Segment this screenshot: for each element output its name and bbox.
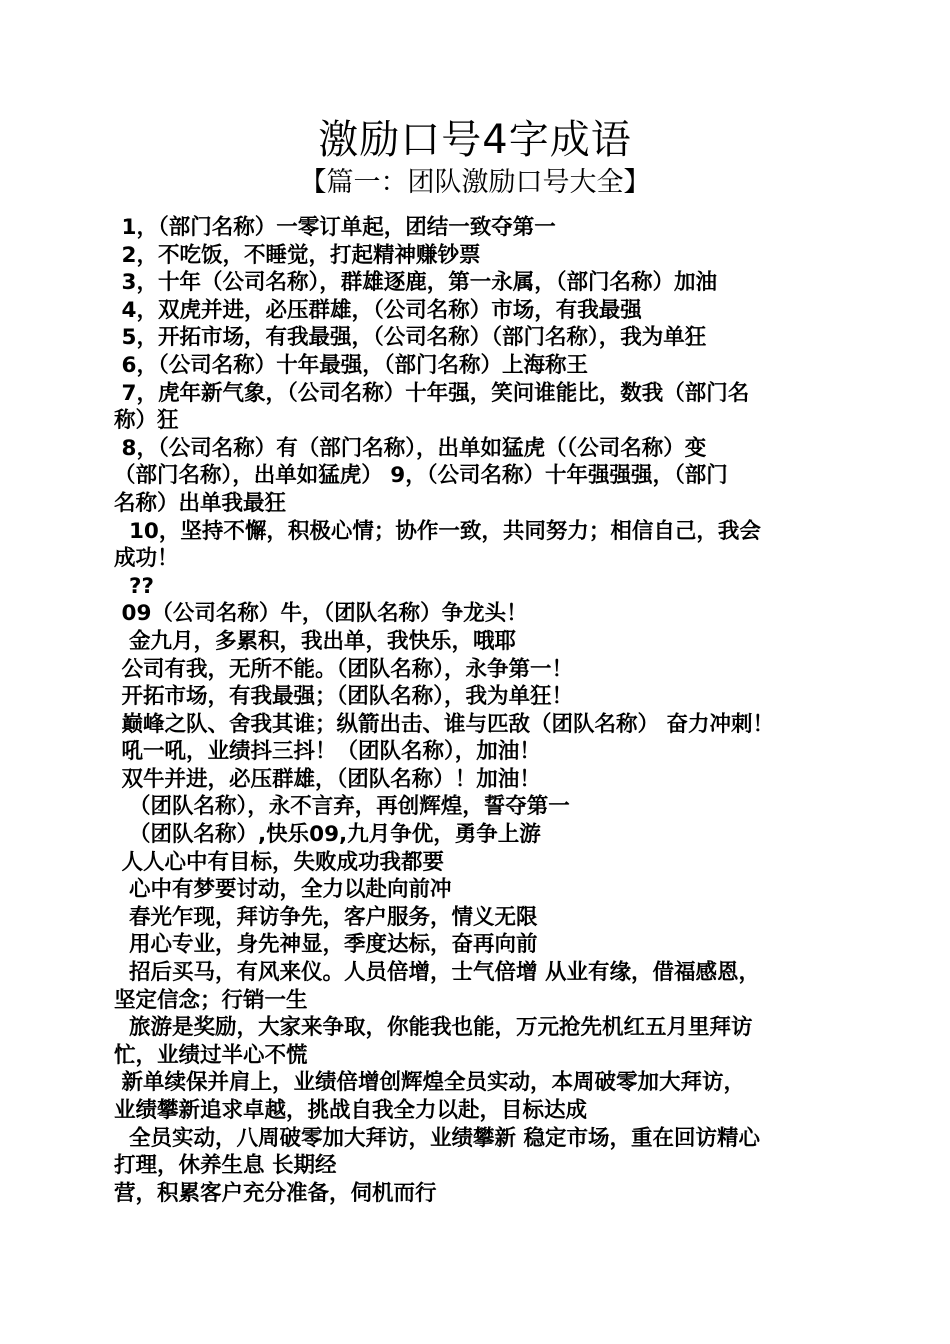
slogan-line: （团队名称），永不言弃，再创辉煌，誓夺第一: [114, 794, 570, 820]
slogan-line: 5，开拓市场，有我最强，（公司名称）（部门名称），我为单狂: [114, 325, 707, 351]
slogan-line: 新单续保并肩上，业绩倍增创辉煌全员实动，本周破零加大拜访，: [114, 1070, 745, 1096]
slogan-line: 全员实动，八周破零加大拜访，业绩攀新 稳定市场，重在回访精心: [114, 1125, 760, 1151]
slogan-line: 招后买马，有风来仪。人员倍增，士气倍增 从业有缘，借福感恩，: [114, 960, 760, 986]
slogan-line: 1，（部门名称）一零订单起，团结一致夺第一: [114, 215, 556, 240]
slogan-line: 公司有我，无所不能。（团队名称），永争第一！: [114, 656, 573, 682]
slogan-line: 忙，业绩过半心不慌: [114, 1042, 308, 1068]
slogan-line: 金九月，多累积，我出单，我快乐，哦耶: [114, 628, 516, 654]
slogan-line: 用心专业，身先神显，季度达标，奋再向前: [114, 932, 538, 958]
slogan-line: 4，双虎并进，必压群雄，（公司名称）市场，有我最强: [114, 297, 642, 323]
slogan-line: 心中有梦要讨动，全力以赴向前冲: [114, 877, 452, 903]
document-subtitle: 【篇一：团队激励口号大全】: [299, 167, 651, 198]
slogan-line: 09（公司名称）牛，（团队名称）争龙头！: [114, 601, 528, 627]
slogan-line: 名称）出单我最狂: [114, 490, 287, 516]
slogan-line: 8，（公司名称）有（部门名称），出单如猛虎（（公司名称）变: [114, 435, 707, 461]
slogan-line: 业绩攀新追求卓越，挑战自我全力以赴，目标达成: [114, 1098, 588, 1123]
slogan-line: 巅峰之队、舍我其谁；纵箭出击、谁与匹敌（团队名称） 奋力冲刺！: [114, 711, 774, 737]
slogan-list: [114, 214, 844, 1207]
slogan-line: ??: [114, 573, 154, 599]
slogan-line: 7，虎年新气象，（公司名称）十年强，笑问谁能比，数我（部门名: [114, 380, 750, 406]
slogan-line: 营，积累客户充分准备，伺机而行: [114, 1180, 437, 1206]
slogan-line: 打理，休养生息 长期经: [114, 1153, 337, 1179]
slogan-line: 2，不吃饭，不睡觉，打起精神赚钞票: [114, 242, 481, 268]
slogan-line: 坚定信念；行销一生: [114, 987, 308, 1013]
slogan-line: 人人心中有目标，失败成功我都要: [114, 849, 444, 875]
slogan-line: 6，（公司名称）十年最强，（部门名称）上海称王: [114, 352, 588, 378]
slogan-line: 3，十年（公司名称），群雄逐鹿，第一永属，（部门名称）加油: [114, 270, 717, 296]
slogan-line: 吼一吼，业绩抖三抖！（团队名称），加油！: [114, 739, 541, 765]
slogan-line: 称）狂: [114, 408, 179, 434]
slogan-line: 双牛并进，必压群雄，（团队名称）！加油！: [114, 766, 541, 792]
slogan-line: 成功！: [114, 546, 179, 572]
slogan-line: （团队名称）,快乐09,九月争优，勇争上游: [114, 822, 541, 848]
document-title: 激励口号4字成语: [318, 117, 632, 163]
slogan-line: 春光乍现，拜访争先，客户服务，情义无限: [114, 904, 538, 930]
slogan-line: 旅游是奖励，大家来争取，你能我也能，万元抢先机红五月里拜访: [114, 1015, 753, 1041]
slogan-line: （部门名称），出单如猛虎） 9，（公司名称）十年强强强，（部门: [114, 463, 728, 489]
slogan-line: 10，坚持不懈，积极心情；协作一致，共同努力；相信自己，我会: [114, 518, 761, 544]
slogan-line: 开拓市场，有我最强；（团队名称），我为单狂！: [114, 684, 573, 710]
